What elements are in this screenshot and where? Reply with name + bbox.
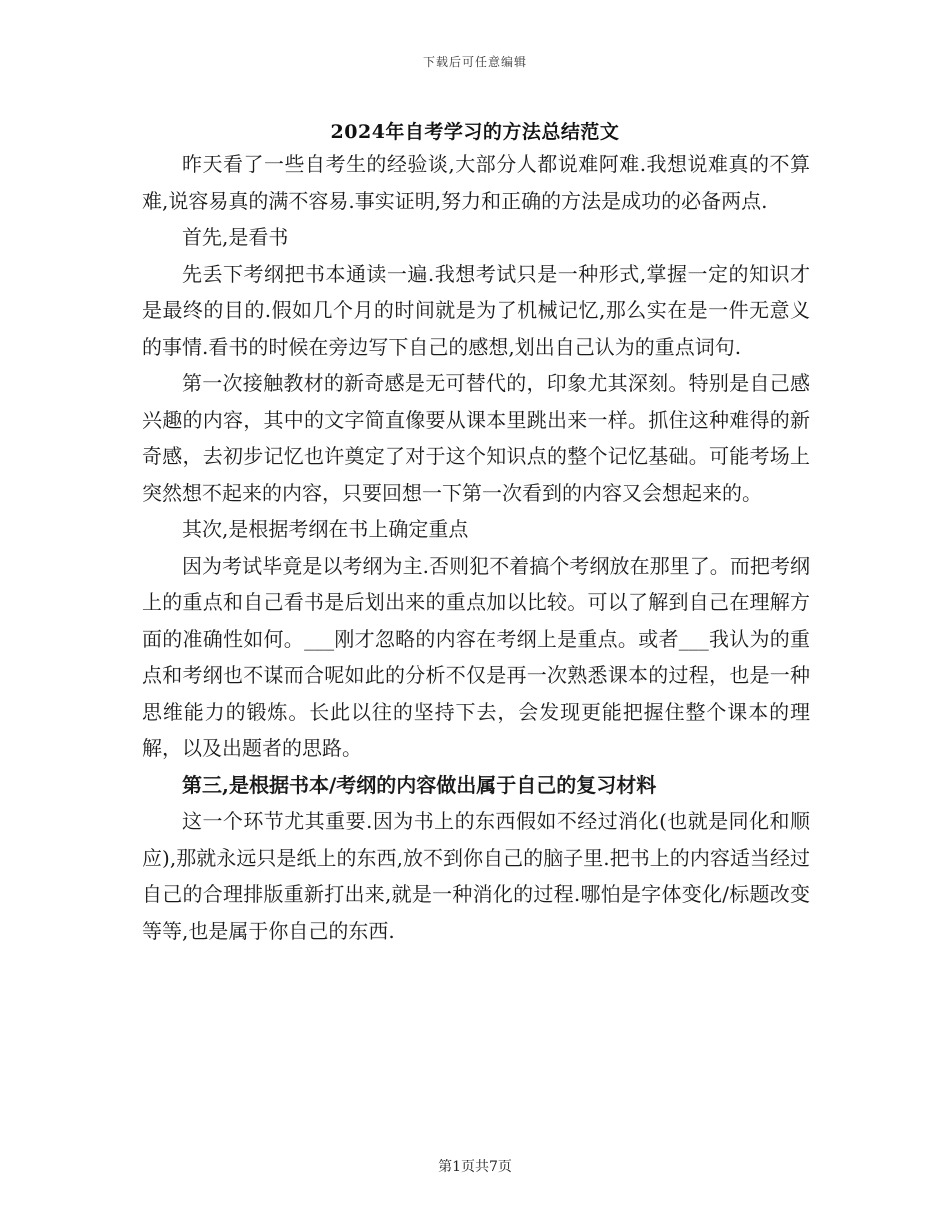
- paragraph-first-impression: 第一次接触教材的新奇感是无可替代的，印象尤其深刻。特别是自己感兴趣的内容，其中的文字简直像要从课本里跳出来一样。抓住这种难得的新奇感，去初步记忆也许奠定了对于这个知识点的整个记忆基础。可能考场上突然想不起来的内容，只要回想一下第一次看到的内容又会想起来的。: [142, 371, 810, 505]
- document-title: 2024年自考学习的方法总结范文: [330, 121, 620, 143]
- section-heading-second: 其次,是根据考纲在书上确定重点: [182, 517, 469, 541]
- document-body: [142, 146, 810, 949]
- paragraph-compare-syllabus: 因为考试毕竟是以考纲为主.否则犯不着搞个考纲放在那里了。而把考纲上的重点和自己看书是后划出来的重点加以比较。可以了解到自己在理解方面的准确性如何。___刚才忽略的内容在考纲上是重点。或者___我认为的重点和考纲也不谋而合呢如此的分析不仅是再一次熟悉课本的过程，也是一种思维能力的锻炼。长此以往的坚持下去，会发现更能把握住整个课本的理解，以及出题者的思路。: [142, 553, 810, 760]
- page-header-note: 下载后可任意编辑: [422, 55, 527, 69]
- paragraph-intro: 昨天看了一些自考生的经验谈,大部分人都说难阿难.我想说难真的不算难,说容易真的满不容易.事实证明,努力和正确的方法是成功的必备两点.: [142, 152, 810, 213]
- paragraph-review-material: 这一个环节尤其重要.因为书上的东西假如不经过消化(也就是同化和顺应),那就永远只是纸上的东西,放不到你自己的脑子里.把书上的内容适当经过自己的合理排版重新打出来,就是一种消化的过程.哪怕是字体变化/标题改变等等,也是属于你自己的东西.: [142, 809, 810, 943]
- page-number: 第1页共7页: [438, 1159, 512, 1175]
- section-heading-first: 首先,是看书: [182, 225, 289, 249]
- paragraph-read-book: 先丢下考纲把书本通读一遍.我想考试只是一种形式,掌握一定的知识才是最终的目的.假如几个月的时间就是为了机械记忆,那么实在是一件无意义的事情.看书的时候在旁边写下自己的感想,划出自己认为的重点词句.: [142, 261, 810, 359]
- section-heading-third: 第三,是根据书本/考纲的内容做出属于自己的复习材料: [182, 772, 657, 797]
